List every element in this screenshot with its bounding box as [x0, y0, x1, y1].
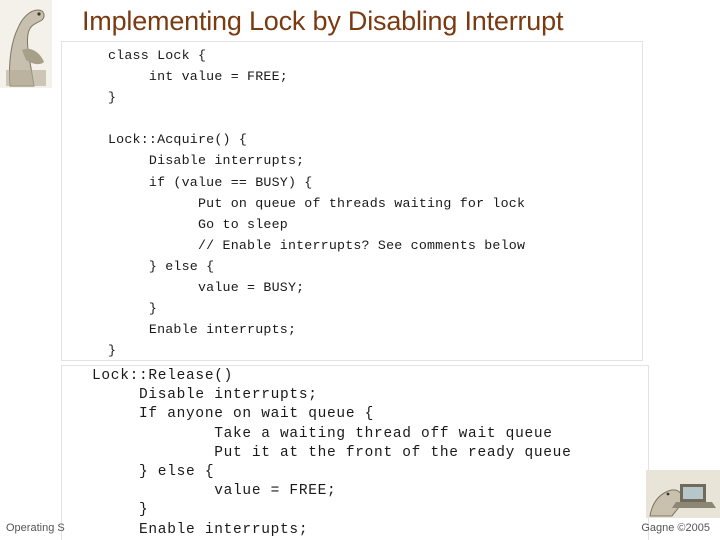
acquire-code-block: class Lock { int value = FREE; } Lock::Acquire() { Disable interrupts; if (value == BUSY) { Put on queue of threads waiting for lock Go to sleep // Enable interrupts? See comments below } else { value = BUSY; } Enable interrupts; } [108, 48, 526, 359]
acquire-code-panel [62, 42, 642, 360]
release-code-panel [62, 366, 648, 540]
dinosaur-icon [0, 0, 52, 88]
dinosaur-laptop-icon [646, 470, 720, 518]
footer-course-label: Operating S [6, 522, 65, 534]
footer-copyright: Gagne ©2005 [641, 522, 710, 534]
slide-title: Implementing Lock by Disabling Interrupt [82, 6, 564, 36]
release-code-block: Lock::Release() Disable interrupts; If anyone on wait queue { Take a waiting thread off wait queue Put it at the front of the ready queue } else { value = FREE; } Enable interrupts; [92, 368, 572, 538]
